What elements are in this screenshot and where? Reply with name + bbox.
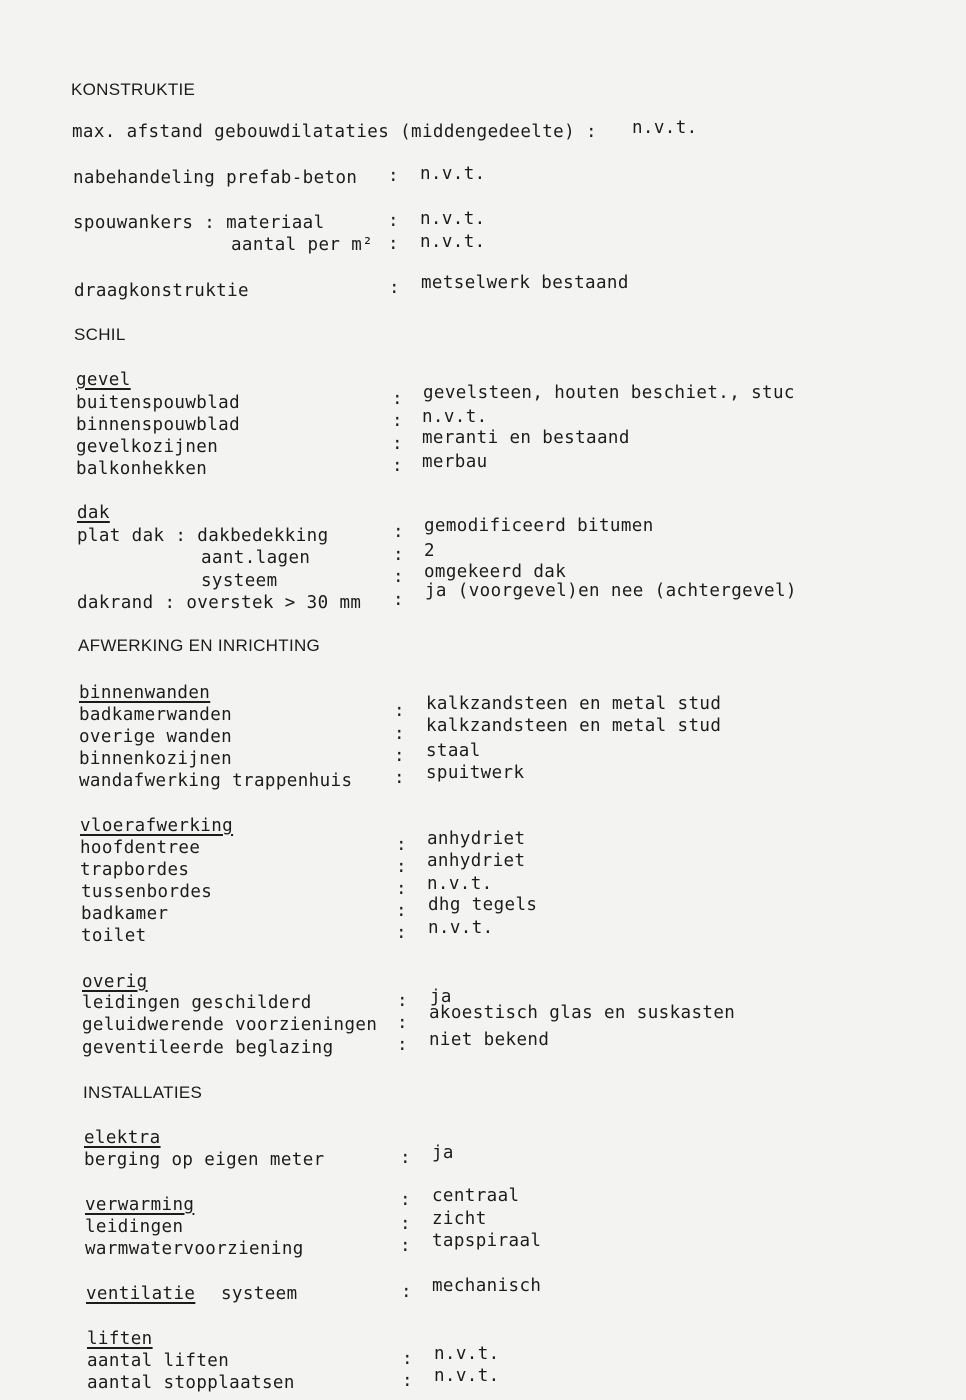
colon: : bbox=[394, 768, 405, 788]
colon: : bbox=[392, 456, 403, 476]
ventilatie-value: mechanisch bbox=[432, 1276, 542, 1296]
verwarming-value-centraal: centraal bbox=[432, 1186, 520, 1206]
colon: : bbox=[397, 991, 408, 1011]
binnenwanden-label: wandafwerking trappenhuis bbox=[79, 771, 353, 791]
gevel-value: meranti en bestaand bbox=[422, 428, 630, 448]
colon: : bbox=[402, 1349, 413, 1369]
liften-value: n.v.t. bbox=[434, 1366, 500, 1386]
overig-label: geventileerde beglazing bbox=[82, 1038, 334, 1058]
dakrand-value: ja (voorgevel)en nee (achtergevel) bbox=[425, 581, 797, 601]
gevel-value: n.v.t. bbox=[422, 407, 488, 427]
colon: : bbox=[394, 746, 405, 766]
binnenwanden-value: spuitwerk bbox=[426, 763, 525, 783]
gevel-label: balkonhekken bbox=[76, 459, 208, 479]
colon: : bbox=[392, 411, 403, 431]
overig-label: geluidwerende voorzieningen bbox=[82, 1015, 378, 1035]
draagkonstruktie-value: metselwerk bestaand bbox=[421, 273, 629, 293]
colon: : bbox=[388, 211, 399, 231]
liften-label: aantal stopplaatsen bbox=[87, 1373, 295, 1393]
colon: : bbox=[400, 1214, 411, 1234]
aantal-per-m2-value: n.v.t. bbox=[420, 232, 486, 252]
binnenwanden-value: staal bbox=[426, 741, 481, 761]
binnenwanden-label: badkamerwanden bbox=[79, 705, 233, 725]
systeem-value: omgekeerd dak bbox=[424, 562, 567, 582]
colon: : bbox=[392, 389, 403, 409]
colon: : bbox=[389, 278, 400, 298]
colon: : bbox=[394, 701, 405, 721]
spouwankers-label: spouwankers : materiaal bbox=[73, 213, 325, 233]
overig-value: niet bekend bbox=[429, 1030, 550, 1050]
colon: : bbox=[393, 522, 404, 542]
gevel-label: binnenspouwblad bbox=[76, 415, 241, 435]
binnenwanden-label: overige wanden bbox=[79, 727, 233, 747]
colon: : bbox=[393, 567, 404, 587]
lagen-value: 2 bbox=[424, 541, 435, 561]
colon: : bbox=[397, 1035, 408, 1055]
liften-label: aantal liften bbox=[87, 1351, 230, 1371]
colon: : bbox=[396, 901, 407, 921]
colon: : bbox=[400, 1236, 411, 1256]
colon: : bbox=[400, 1148, 411, 1168]
vloerafwerking-label: badkamer bbox=[81, 904, 169, 924]
section-heading-installaties: INSTALLATIES bbox=[83, 1083, 203, 1102]
vloerafwerking-value: dhg tegels bbox=[428, 895, 538, 915]
draagkonstruktie-label: draagkonstruktie bbox=[74, 281, 249, 301]
dilatatie-value: n.v.t. bbox=[632, 118, 698, 138]
binnenwanden-value: kalkzandsteen en metal stud bbox=[426, 716, 722, 736]
colon: : bbox=[393, 545, 404, 565]
nabehandeling-label: nabehandeling prefab-beton bbox=[73, 168, 358, 188]
section-heading-schil: SCHIL bbox=[74, 325, 126, 344]
elektra-value: ja bbox=[432, 1143, 454, 1163]
vloerafwerking-value: anhydriet bbox=[427, 851, 526, 871]
section-heading-afwerking: AFWERKING EN INRICHTING bbox=[78, 636, 321, 655]
verwarming-title: verwarming bbox=[85, 1195, 195, 1215]
overig-label: leidingen geschilderd bbox=[82, 993, 312, 1013]
gevel-value: merbau bbox=[422, 452, 488, 472]
overig-value: akoestisch glas en suskasten bbox=[429, 1003, 736, 1023]
gevel-value: gevelsteen, houten beschiet., stuc bbox=[423, 383, 795, 403]
gevel-label: buitenspouwblad bbox=[76, 393, 241, 413]
liften-value: n.v.t. bbox=[434, 1344, 500, 1364]
vloerafwerking-value: anhydriet bbox=[427, 829, 526, 849]
elektra-title: elektra bbox=[84, 1128, 161, 1148]
elektra-label: berging op eigen meter bbox=[84, 1150, 325, 1170]
colon: : bbox=[396, 879, 407, 899]
verwarming-label: warmwatervoorziening bbox=[85, 1239, 304, 1259]
lagen-label: aant.lagen bbox=[201, 548, 311, 568]
gevel-label: gevelkozijnen bbox=[76, 437, 219, 457]
ventilatie-title: ventilatie bbox=[86, 1284, 196, 1304]
colon: : bbox=[402, 1371, 413, 1391]
colon: : bbox=[396, 923, 407, 943]
vloerafwerking-label: tussenbordes bbox=[81, 882, 213, 902]
plat-dak-label: plat dak : dakbedekking bbox=[77, 526, 329, 546]
binnenwanden-value: kalkzandsteen en metal stud bbox=[426, 694, 722, 714]
vloerafwerking-label: trapbordes bbox=[80, 860, 190, 880]
dakrand-label: dakrand : overstek > 30 mm bbox=[77, 593, 362, 613]
liften-title: liften bbox=[87, 1329, 153, 1349]
nabehandeling-value: n.v.t. bbox=[420, 164, 486, 184]
overig-value: ja bbox=[430, 987, 452, 1007]
dak-title: dak bbox=[77, 503, 110, 523]
dilatatie-label: max. afstand gebouwdilataties (middengedeelte) : bbox=[72, 122, 597, 142]
colon: : bbox=[393, 590, 404, 610]
colon: : bbox=[397, 1013, 408, 1033]
binnenwanden-label: binnenkozijnen bbox=[79, 749, 233, 769]
vloerafwerking-value: n.v.t. bbox=[427, 874, 493, 894]
colon: : bbox=[400, 1190, 411, 1210]
colon: : bbox=[392, 434, 403, 454]
ventilatie-label: systeem bbox=[221, 1284, 298, 1304]
aantal-per-m2-label: aantal per m² bbox=[231, 235, 374, 255]
vloerafwerking-title: vloerafwerking bbox=[80, 816, 234, 836]
overig-title: overig bbox=[82, 972, 148, 992]
plat-dak-value: gemodificeerd bitumen bbox=[424, 516, 654, 536]
colon: : bbox=[388, 234, 399, 254]
section-heading-konstruktie: KONSTRUKTIE bbox=[71, 80, 196, 99]
vloerafwerking-label: toilet bbox=[81, 926, 147, 946]
vloerafwerking-label: hoofdentree bbox=[80, 838, 201, 858]
binnenwanden-title: binnenwanden bbox=[79, 683, 211, 703]
spouwankers-value: n.v.t. bbox=[420, 209, 486, 229]
verwarming-value: zicht bbox=[432, 1209, 487, 1229]
vloerafwerking-value: n.v.t. bbox=[428, 918, 494, 938]
verwarming-label: leidingen bbox=[85, 1217, 184, 1237]
gevel-title: gevel bbox=[76, 370, 131, 390]
colon: : bbox=[401, 1282, 412, 1302]
verwarming-value: tapspiraal bbox=[432, 1231, 542, 1251]
colon: : bbox=[396, 857, 407, 877]
colon: : bbox=[396, 835, 407, 855]
systeem-label: systeem bbox=[201, 571, 278, 591]
colon: : bbox=[394, 724, 405, 744]
colon: : bbox=[388, 166, 399, 186]
